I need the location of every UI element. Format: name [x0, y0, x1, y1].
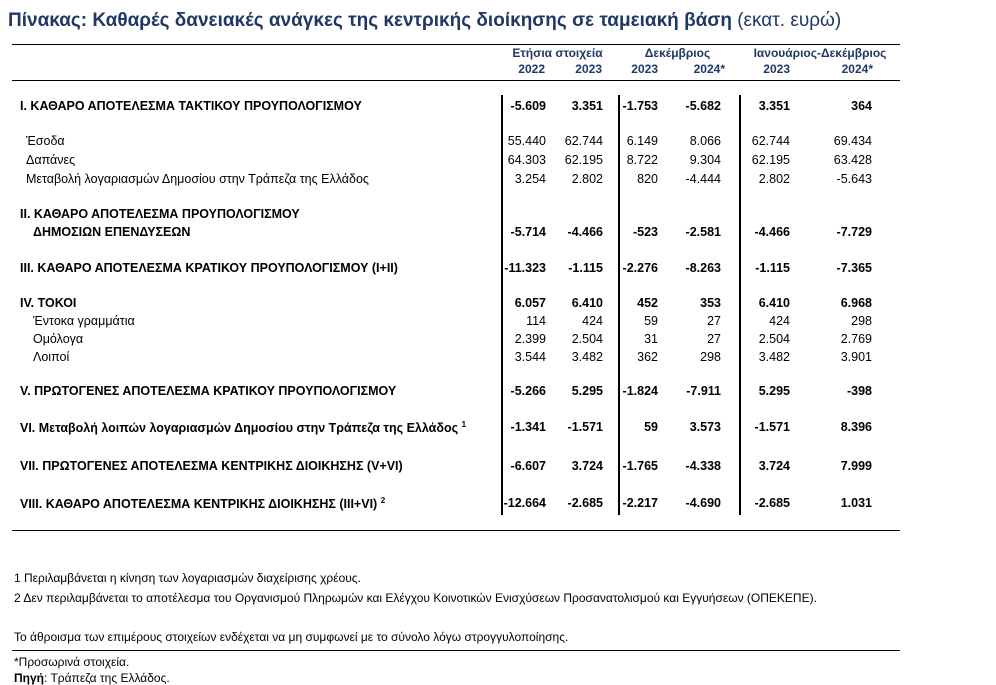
table-cell: 2.504 [758, 332, 790, 346]
table-cell: 8.396 [840, 420, 872, 434]
row-label [33, 225, 190, 239]
table-cell: 62.195 [564, 153, 603, 167]
table-cell: 5.295 [571, 384, 603, 398]
table-cell: -4.338 [685, 459, 721, 473]
table-cell: -5.643 [836, 172, 872, 186]
table-cell: 3.724 [758, 459, 790, 473]
row-label-text: VII. ΠΡΩΤΟΓΕΝΕΣ ΑΠΟΤΕΛΕΣΜΑ ΚΕΝΤΡΙΚΗΣ ΔΙΟΙΚΗΣΗΣ (V+VI) [20, 459, 403, 473]
row-label-text: Ομόλογα [33, 332, 84, 346]
row-label [20, 296, 76, 310]
table-cell: 7.999 [840, 459, 872, 473]
table-cell: -2.581 [685, 225, 721, 239]
row-label [20, 261, 398, 275]
row-label-text: IV. ΤΟΚΟΙ [20, 296, 77, 310]
table-title-main: Πίνακας: Καθαρές δανειακές ανάγκες της κεντρικής διοίκησης σε ταμειακή βάση [8, 10, 732, 31]
row-label-text: I. ΚΑΘΑΡΟ ΑΠΟΤΕΛΕΣΜΑ ΤΑΚΤΙΚΟΥ ΠΡΟΥΠΟΛΟΓΙΣΜΟΥ [20, 99, 362, 113]
row-label-text: Μεταβολή λογαριασμών Δημοσίου στην Τράπεζα της Ελλάδος [26, 172, 369, 186]
table-cell: -5.714 [510, 225, 546, 239]
bottom-rule [12, 530, 900, 531]
table-cell: -398 [846, 384, 872, 398]
table-cell: 62.195 [751, 153, 790, 167]
table-cell: 3.544 [514, 350, 546, 364]
header-year: 2024* [841, 62, 873, 76]
table-cell: -2.217 [622, 496, 658, 510]
header-group-annual: Ετήσια στοιχεία [512, 46, 603, 60]
table-cell: 364 [851, 99, 872, 113]
table-cell: 298 [851, 314, 872, 328]
header-year: 2022 [518, 62, 545, 76]
provisional-note: *Προσωρινά στοιχεία. [14, 655, 130, 669]
table-cell: -12.664 [503, 496, 546, 510]
column-divider-3 [739, 95, 741, 515]
footnote-marker: 2 [380, 496, 386, 505]
footnote-marker: 1 [461, 420, 467, 429]
header-year: 2023 [575, 62, 602, 76]
table-cell: 2.399 [514, 332, 546, 346]
table-cell: 3.724 [571, 459, 603, 473]
table-cell: 8.066 [689, 134, 721, 148]
table-cell: 3.254 [514, 172, 546, 186]
source-label: Πηγή [14, 671, 44, 685]
row-label [33, 332, 83, 346]
table-cell: -8.263 [685, 261, 721, 275]
table-cell: -2.685 [567, 496, 603, 510]
table-cell: -2.276 [622, 261, 658, 275]
table-cell: 3.573 [689, 420, 721, 434]
table-cell: 9.304 [689, 153, 721, 167]
table-cell: 69.434 [833, 134, 872, 148]
row-label-text: ΔΗΜΟΣΙΩΝ ΕΠΕΝΔΥΣΕΩΝ [33, 225, 191, 239]
table-cell: 3.482 [758, 350, 790, 364]
row-label-text: VIII. ΚΑΘΑΡΟ ΑΠΟΤΕΛΕΣΜΑ ΚΕΝΤΡΙΚΗΣ ΔΙΟΙΚΗΣΗΣ (III+VI) [20, 497, 378, 511]
table-cell: -1.753 [622, 99, 658, 113]
table-cell: 114 [526, 314, 546, 328]
table-cell: -5.682 [685, 99, 721, 113]
table-cell: -1.765 [622, 459, 658, 473]
table-cell: -1.571 [567, 420, 603, 434]
table-cell: 298 [700, 350, 721, 364]
table-cell: 1.031 [840, 496, 872, 510]
table-cell: 5.295 [758, 384, 790, 398]
row-label-text: Έσοδα [26, 134, 65, 148]
row-label [26, 153, 75, 167]
table-cell: -4.466 [567, 225, 603, 239]
rounding-note: Το άθροισμα των επιμέρους στοιχείων ενδέχεται να μη συμφωνεί με το σύνολο λόγω στρογγυλοποίησης. [14, 630, 569, 644]
table-cell: 424 [769, 314, 790, 328]
table-cell: -1.341 [510, 420, 546, 434]
row-label [20, 459, 403, 473]
table-cell: 6.410 [571, 296, 603, 310]
table-cell: 64.303 [507, 153, 546, 167]
table-cell: 2.802 [758, 172, 790, 186]
table-cell: 6.968 [840, 296, 872, 310]
table-cell: -7.365 [836, 261, 872, 275]
table-cell: -6.607 [510, 459, 546, 473]
row-label-text: V. ΠΡΩΤΟΓΕΝΕΣ ΑΠΟΤΕΛΕΣΜΑ ΚΡΑΤΙΚΟΥ ΠΡΟΥΠΟΛΟΓΙΣΜΟΥ [20, 384, 397, 398]
table-cell: -1.115 [568, 261, 603, 275]
top-rule [12, 44, 900, 45]
column-divider-2 [618, 95, 620, 515]
table-cell: 362 [637, 350, 658, 364]
table-cell: -2.685 [754, 496, 790, 510]
header-group-jan-dec: Ιανουάριος-Δεκέμβριος [753, 46, 887, 60]
row-label-text: III. ΚΑΘΑΡΟ ΑΠΟΤΕΛΕΣΜΑ ΚΡΑΤΙΚΟΥ ΠΡΟΥΠΟΛΟΓΙΣΜΟΥ (I+II) [20, 261, 398, 275]
table-cell: 59 [644, 420, 658, 434]
footnote-1: 1 Περιλαμβάνεται η κίνηση των λογαριασμών διαχείρισης χρέους. [14, 571, 361, 585]
row-label-text: II. ΚΑΘΑΡΟ ΑΠΟΤΕΛΕΣΜΑ ΠΡΟΥΠΟΛΟΓΙΣΜΟΥ [20, 207, 300, 221]
table-cell: 62.744 [564, 134, 603, 148]
table-cell: 2.504 [571, 332, 603, 346]
row-label [26, 134, 65, 148]
row-label-text: Δαπάνες [26, 153, 76, 167]
notes-rule [12, 650, 900, 651]
header-year: 2023 [763, 62, 790, 76]
table-cell: 8.722 [626, 153, 658, 167]
table-cell: 63.428 [833, 153, 872, 167]
row-label-text: Λοιποί [33, 350, 70, 364]
table-cell: 3.482 [571, 350, 603, 364]
table-cell: 31 [644, 332, 658, 346]
row-label [20, 384, 396, 398]
table-cell: 59 [644, 314, 658, 328]
table-cell: 3.351 [758, 99, 790, 113]
table-cell: -11.323 [504, 261, 546, 275]
row-label-text: VI. Μεταβολή λοιπών λογαριασμών Δημοσίου στην Τράπεζα της Ελλάδος [20, 421, 459, 435]
row-label [20, 420, 466, 435]
table-cell: -523 [632, 225, 658, 239]
column-divider-1 [501, 95, 503, 515]
source-text: : Τράπεζα της Ελλάδος. [44, 671, 170, 685]
table-cell: -4.690 [685, 496, 721, 510]
table-cell: -5.609 [510, 99, 546, 113]
footnote-2: 2 Δεν περιλαμβάνεται το αποτέλεσμα του Οργανισμού Πληρωμών και Ελέγχου Κοινοτικών Ενισχύσεων Προσανατολισμού και Εγγυήσεων (ΟΠΕΚΕΠΕ). [14, 591, 817, 605]
table-cell: -7.911 [686, 384, 721, 398]
table-cell: 27 [707, 314, 721, 328]
table-cell: 3.351 [571, 99, 603, 113]
table-cell: 820 [637, 172, 658, 186]
table-cell: 62.744 [751, 134, 790, 148]
header-rule [12, 80, 900, 81]
table-cell: 353 [700, 296, 721, 310]
table-cell: 27 [707, 332, 721, 346]
row-label [26, 172, 369, 186]
table-title-unit: (εκατ. ευρώ) [737, 10, 842, 31]
header-year: 2024* [693, 62, 725, 76]
table-cell: 452 [637, 296, 658, 310]
table-cell: 2.802 [571, 172, 603, 186]
table-cell: -5.266 [510, 384, 546, 398]
table-cell: -1.115 [755, 261, 790, 275]
row-label [20, 496, 385, 511]
header-group-december: Δεκέμβριος [644, 46, 711, 60]
row-label [20, 207, 300, 221]
row-label [20, 99, 362, 113]
table-cell: 6.410 [758, 296, 790, 310]
row-label-text: Έντοκα γραμμάτια [33, 314, 135, 328]
table-cell: 2.769 [840, 332, 872, 346]
table-cell: 3.901 [840, 350, 872, 364]
table-cell: 6.057 [514, 296, 546, 310]
table-cell: 6.149 [626, 134, 658, 148]
row-label [33, 314, 135, 328]
table-cell: 424 [582, 314, 603, 328]
table-cell: 55.440 [507, 134, 546, 148]
table-cell: -4.466 [754, 225, 790, 239]
table-cell: -4.444 [685, 172, 721, 186]
table-cell: -1.824 [622, 384, 658, 398]
row-label [33, 350, 69, 364]
table-cell: -1.571 [754, 420, 790, 434]
table-cell: -7.729 [836, 225, 872, 239]
header-year: 2023 [631, 62, 658, 76]
table-title [8, 10, 841, 32]
